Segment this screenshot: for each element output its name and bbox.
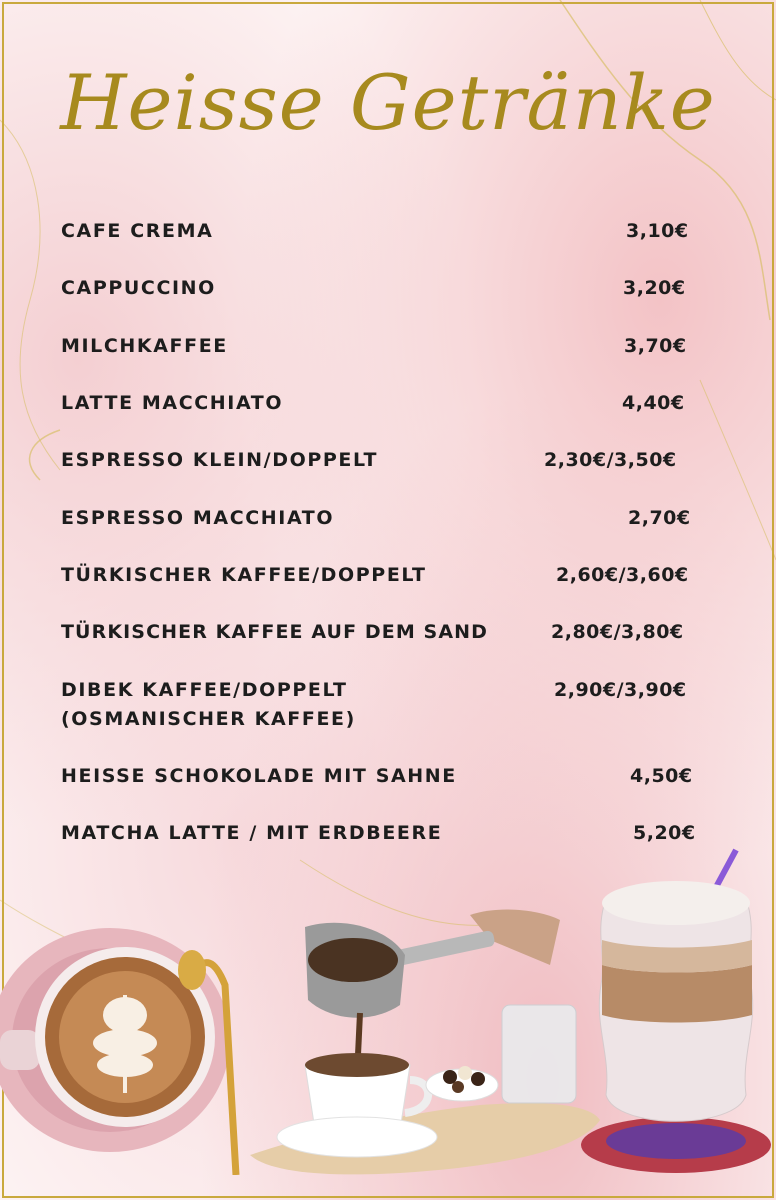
menu-item-price: 3,20€ bbox=[623, 277, 686, 299]
menu-item-price: 3,70€ bbox=[624, 335, 687, 357]
menu-item-name: CAFE CREMA bbox=[61, 220, 214, 242]
latte-art-cup-image bbox=[0, 915, 250, 1175]
menu-item-name: MATCHA LATTE / MIT ERDBEERE bbox=[61, 822, 443, 844]
menu-item-name: MILCHKAFFEE bbox=[61, 335, 228, 357]
iced-latte-glass-image bbox=[576, 845, 776, 1175]
menu-item-name: HEISSE SCHOKOLADE MIT SAHNE bbox=[61, 765, 457, 787]
menu-item-price: 5,20€ bbox=[633, 822, 696, 844]
turkish-coffee-pour-image bbox=[250, 905, 610, 1180]
menu-item-price: 4,50€ bbox=[630, 765, 693, 787]
menu-item-name: CAPPUCCINO bbox=[61, 277, 216, 299]
menu-item-name: LATTE MACCHIATO bbox=[61, 392, 284, 414]
menu-item-price: 2,60€/3,60€ bbox=[556, 564, 689, 586]
menu-item-name: DIBEK KAFFEE/DOPPELT bbox=[61, 679, 348, 701]
menu-item-name: ESPRESSO MACCHIATO bbox=[61, 507, 335, 529]
menu-item-price: 3,10€ bbox=[626, 220, 689, 242]
menu-item-price: 4,40€ bbox=[622, 392, 685, 414]
menu-title: Heisse Getränke bbox=[60, 58, 716, 147]
menu-item-price: 2,30€/3,50€ bbox=[544, 449, 677, 471]
menu-item-name: ESPRESSO KLEIN/DOPPELT bbox=[61, 449, 379, 471]
menu-item-price: 2,90€/3,90€ bbox=[554, 679, 687, 701]
menu-item-subname: (OSMANISCHER KAFFEE) bbox=[61, 708, 356, 730]
menu-item-name: TÜRKISCHER KAFFEE/DOPPELT bbox=[61, 564, 427, 586]
menu-item-name: TÜRKISCHER KAFFEE AUF DEM SAND bbox=[61, 621, 488, 643]
menu-item-price: 2,70€ bbox=[628, 507, 691, 529]
menu-item-price: 2,80€/3,80€ bbox=[551, 621, 684, 643]
